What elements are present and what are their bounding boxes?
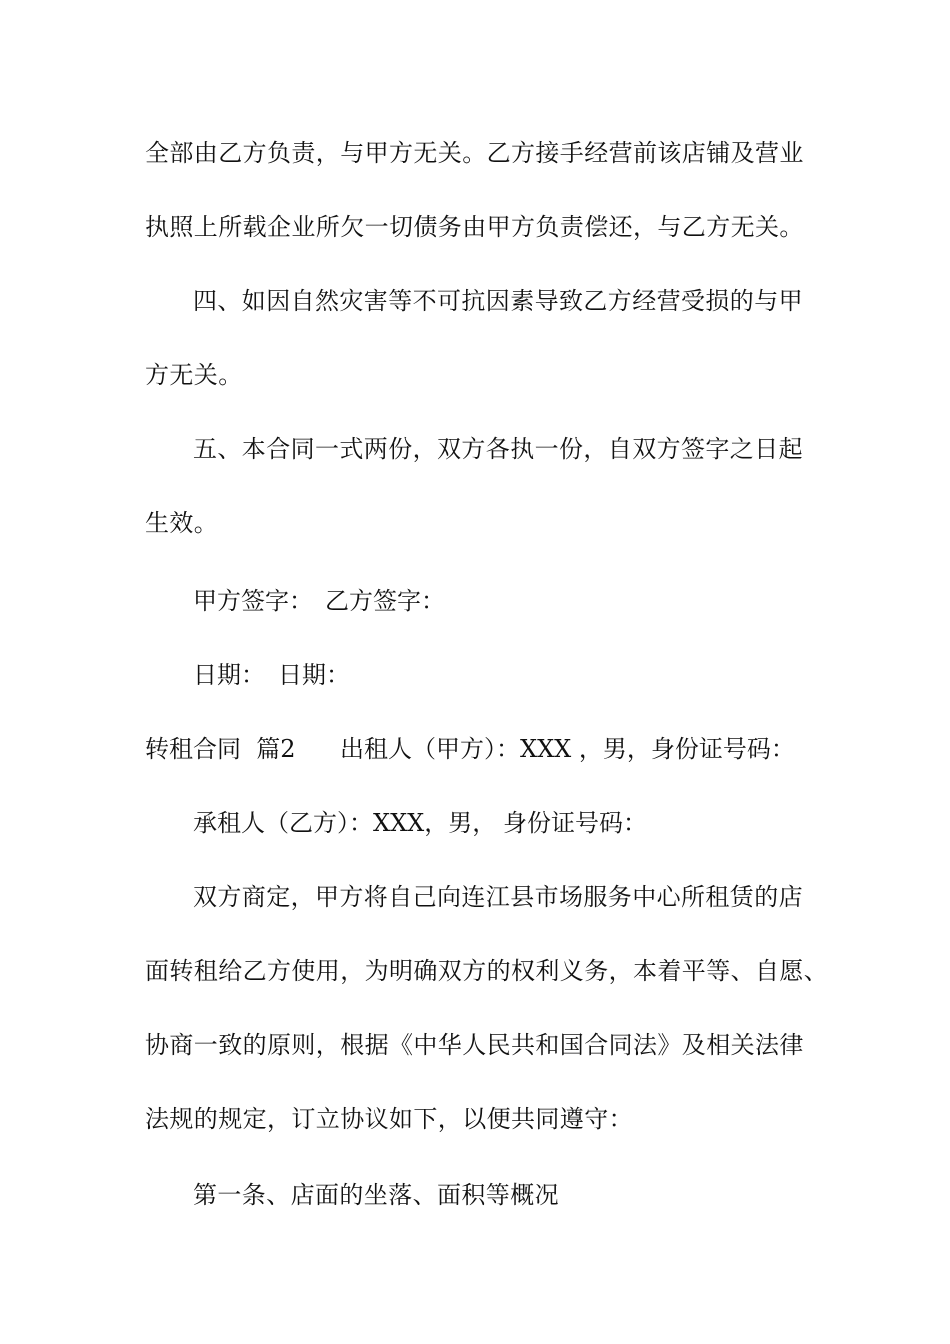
party-b-date-label: 日期：	[278, 661, 350, 689]
paragraph-line: 全部由乙方负责，与甲方无关。乙方接手经营前该店铺及营业	[145, 139, 804, 167]
paragraph-line: 面转租给乙方使用，为明确双方的权利义务，本着平等、自愿、	[145, 957, 829, 985]
clause-four-line: 四、如因自然灾害等不可抗因素导致乙方经营受损的与甲	[193, 287, 803, 315]
party-a-signature-label: 甲方签字：	[193, 587, 313, 615]
lessee-line: 承租人（乙方）：XXX，男，	[193, 809, 497, 837]
paragraph-line: 执照上所载企业所欠一切债务由甲方负责偿还，与乙方无关。	[145, 213, 804, 241]
paragraph-line: 生效。	[145, 509, 219, 537]
section-heading: 转租合同 篇2	[145, 735, 296, 763]
lessor-line: 出租人（甲方）：XXX ，男，身份证号码：	[340, 735, 795, 763]
article-one-heading: 第一条、店面的坐落、面积等概况	[193, 1181, 559, 1209]
lessee-id-label: 身份证号码：	[503, 809, 647, 837]
party-b-signature-label: 乙方签字：	[325, 587, 445, 615]
party-a-date-label: 日期：	[193, 661, 265, 689]
paragraph-line: 协商一致的原则，根据《中华人民共和国合同法》及相关法律	[145, 1031, 804, 1059]
paragraph-line: 法规的规定，订立协议如下，以便共同遵守：	[145, 1105, 633, 1133]
clause-five-line: 五、本合同一式两份，双方各执一份，自双方签字之日起	[193, 435, 803, 463]
paragraph-line: 方无关。	[145, 361, 243, 389]
agreement-paragraph-line: 双方商定，甲方将自己向连江县市场服务中心所租赁的店	[193, 883, 803, 911]
